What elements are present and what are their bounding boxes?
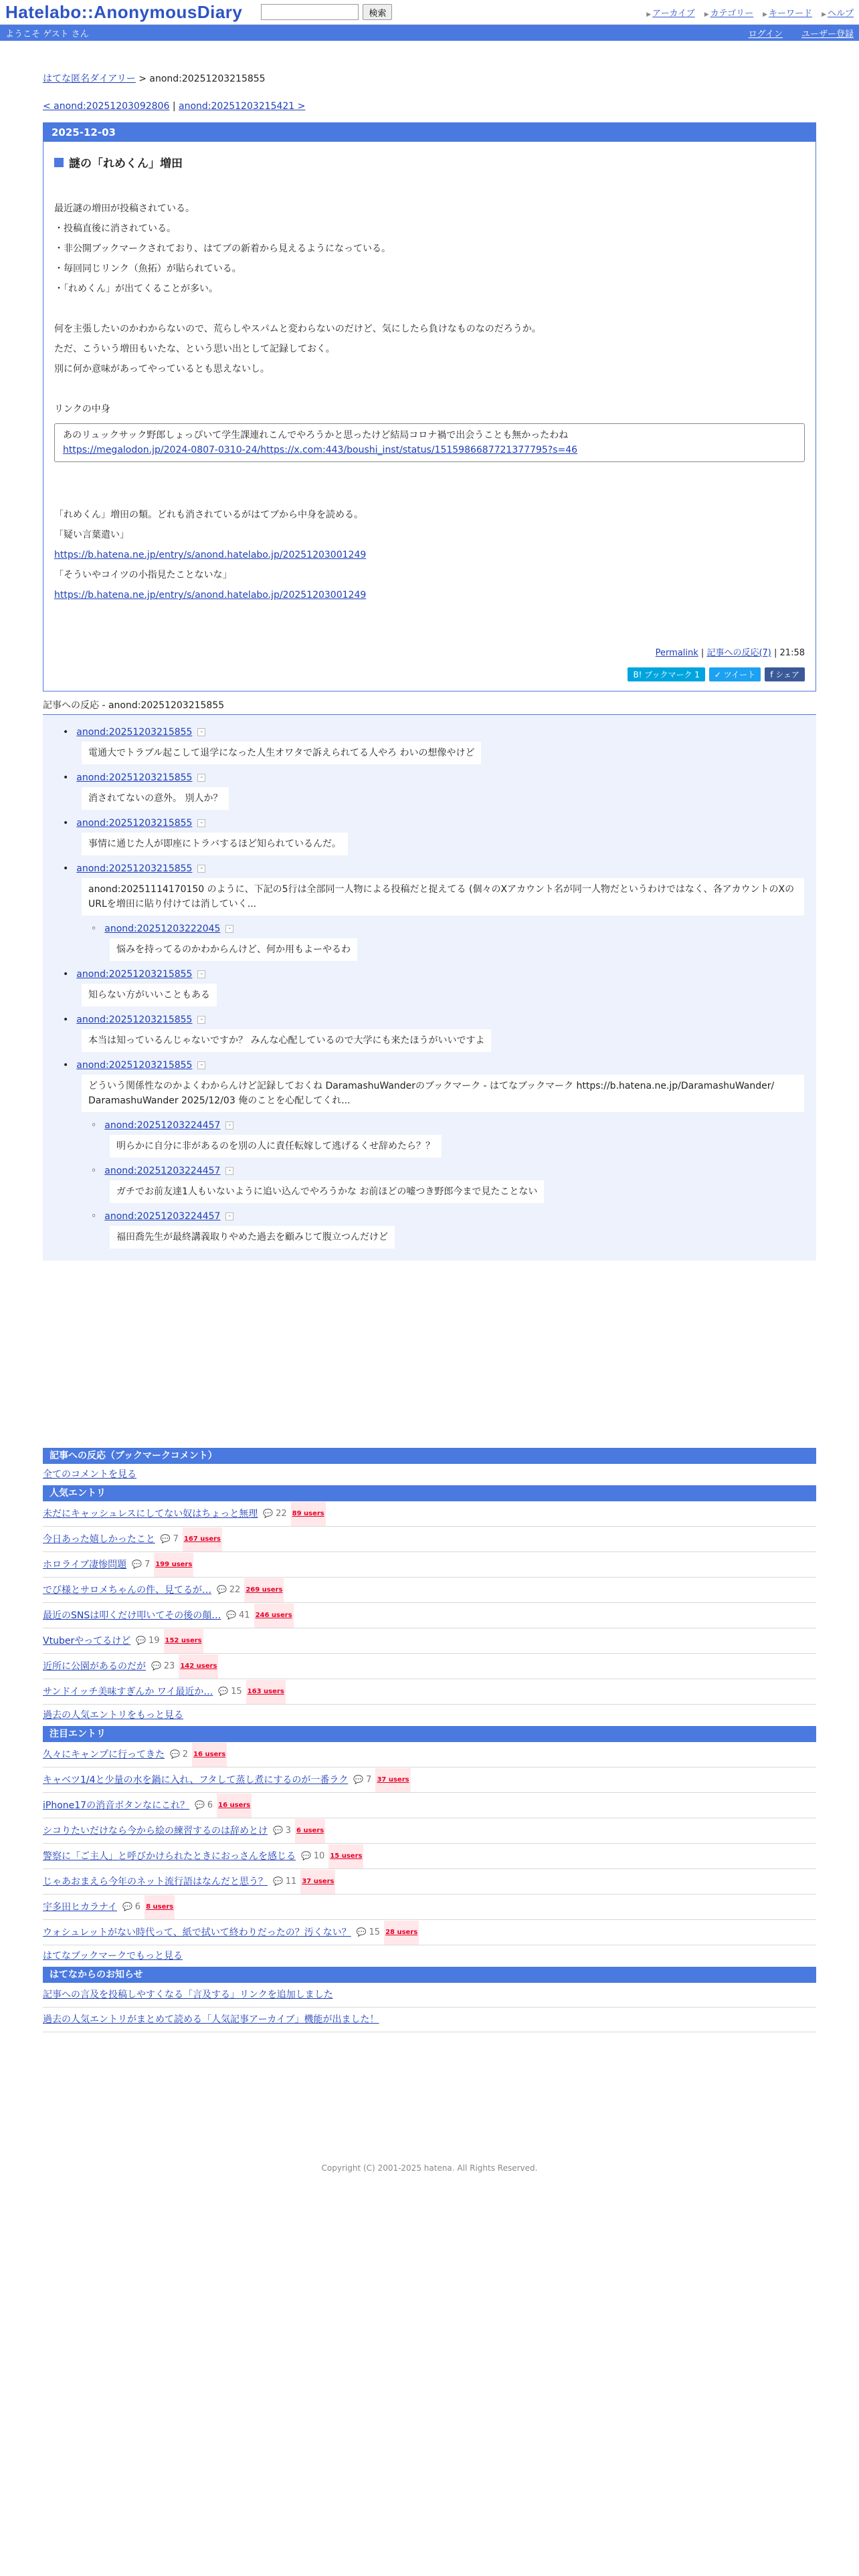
comment-count[interactable] — [195, 1793, 213, 1818]
reactions-list — [43, 715, 816, 1261]
comment-icon: 💬 — [273, 1826, 286, 1835]
breadcrumb — [43, 72, 816, 85]
triangle-icon: ▶ — [763, 11, 768, 18]
entry-title-text: 謎の「れめくん」増田 — [69, 157, 183, 171]
reaction-item — [63, 863, 805, 916]
ad-space — [43, 1261, 816, 1448]
users-badge[interactable]: 246 users — [254, 1604, 294, 1628]
entry-row — [43, 1552, 816, 1578]
users-badge[interactable]: 269 users — [244, 1578, 284, 1602]
entry-row — [43, 1895, 816, 1920]
tweet-label: ツイート — [723, 670, 756, 679]
search-button[interactable]: 検索 — [363, 4, 392, 20]
comment-number: 41 — [239, 1610, 250, 1620]
users-badge[interactable]: 37 users — [300, 1870, 335, 1894]
spacer — [54, 191, 805, 199]
blockquote — [54, 423, 805, 462]
reaction-link[interactable]: ◦ anond:20251203224457 — [104, 1211, 221, 1222]
collapse-icon[interactable]: - — [225, 1121, 233, 1130]
welcome-text: ようこそ ゲスト さん — [5, 29, 89, 39]
register-link[interactable]: ユーザー登録 — [801, 29, 854, 39]
reaction-item — [63, 727, 805, 764]
entry-line: 「そういやコイツの小指見たことないな」 — [54, 570, 232, 580]
prevnext-sep: | — [169, 101, 179, 112]
collapse-icon[interactable]: - — [197, 865, 205, 873]
entry-line: ・毎回同じリンク（魚拓）が貼られている。 — [54, 263, 242, 274]
breadcrumb-sep: > — [135, 74, 150, 84]
popular-more-link[interactable]: 過去の人気エントリをもっと見る — [43, 1710, 183, 1721]
entry-title-link[interactable]: 最近のSNSは叩くだけ叩いてその後の顛… — [43, 1610, 221, 1621]
reaction-meta — [91, 924, 805, 934]
comment-icon: 💬 — [218, 1687, 231, 1696]
triangle-icon: ▶ — [646, 11, 652, 18]
reaction-text: 明らかに自分に非があるのを別の人に責任転嫁して逃げるくせ辞めたら？？ — [110, 1135, 442, 1158]
entry-row — [43, 1628, 816, 1654]
reaction-meta — [63, 818, 805, 829]
reactions-link[interactable]: 記事への反応(7) — [706, 648, 771, 658]
users-badge[interactable]: 199 users — [154, 1553, 193, 1577]
spacer — [54, 466, 805, 505]
reaction-meta — [63, 1014, 805, 1025]
users-badge[interactable]: 152 users — [164, 1629, 203, 1653]
reaction-meta — [63, 727, 805, 738]
entry-title-link[interactable]: 警察に「ご主人」と呼びかけられたときにおっさんを感じる — [43, 1850, 296, 1862]
users-badge[interactable]: 6 users — [295, 1819, 325, 1843]
nav-category-link[interactable]: カテゴリー — [710, 8, 754, 19]
reaction-link[interactable]: ◦ anond:20251203224457 — [104, 1166, 221, 1176]
comment-number: 22 — [276, 1509, 287, 1519]
facebook-icon: f — [770, 670, 776, 679]
entry-row — [43, 1654, 816, 1679]
comment-number: 19 — [148, 1636, 160, 1646]
entry-row — [43, 1527, 816, 1552]
entry-row — [43, 1920, 816, 1945]
collapse-icon[interactable]: - — [197, 1061, 205, 1069]
copyright: Copyright (C) 2001-2025 hatena. All Rights Reserved. — [321, 2163, 538, 2173]
comment-count[interactable] — [122, 1895, 140, 1919]
comment-number: 11 — [285, 1876, 297, 1887]
comment-number: 10 — [313, 1851, 325, 1861]
entry-footer: Permalink | 記事への反応(7) | 21:58 — [655, 648, 805, 658]
entry-row — [43, 1603, 816, 1628]
entry-date: 2025-12-03 — [43, 123, 816, 142]
entry-line: ・「れめくん」が出てくることが多い。 — [54, 284, 218, 294]
reaction-text: 消されてないの意外。 別人か？ — [82, 787, 229, 810]
comment-icon: 💬 — [136, 1636, 149, 1645]
users-badge[interactable]: 163 users — [246, 1680, 286, 1704]
search-input[interactable] — [261, 4, 359, 20]
entry-line: 何を主張したいのかわからないので、荒らしやスパムと変わらないのだけど、気にしたら負けなものなのだろうか。 — [54, 324, 541, 334]
users-badge[interactable]: 15 users — [328, 1844, 363, 1868]
reaction-text: 福田喬先生が最終講義取りやめた過去を顧みじて腹立つんだけど — [110, 1226, 395, 1249]
spacer — [54, 379, 805, 399]
comment-number: 23 — [163, 1661, 175, 1671]
hatena-entry-link[interactable]: https://b.hatena.ne.jp/entry/s/anond.hatelabo.jp/20251203001249 — [54, 550, 367, 560]
hatena-bookmark-button[interactable]: B! ブックマーク 1 — [628, 667, 704, 681]
hot-entries — [43, 1742, 816, 1945]
comment-count[interactable] — [170, 1742, 188, 1767]
entry-row — [43, 1501, 816, 1527]
entry-title-link[interactable]: 近所に公園があるのだが — [43, 1660, 146, 1672]
comment-icon: 💬 — [273, 1876, 286, 1886]
comment-count[interactable] — [273, 1869, 296, 1894]
nav-help[interactable] — [822, 6, 854, 19]
reaction-meta — [91, 1166, 805, 1176]
comment-number: 6 — [207, 1800, 213, 1810]
reaction-text: 本当は知っているんじゃないですか？ みんな心配しているので大学にも来たほうがいいですよ — [82, 1029, 491, 1052]
entry-title-link[interactable]: サンドイッチ美味すぎんか ワイ最近か… — [43, 1686, 213, 1697]
comment-icon: 💬 — [226, 1610, 240, 1620]
entry-line: 「れめくん」増田の類。どれも消されているがはてブから中身を読める。 — [54, 510, 363, 520]
news-item-link[interactable]: 過去の人気エントリがまとめて読める「人気記事アーカイブ」機能が出ました！ — [43, 2014, 379, 2025]
collapse-icon[interactable]: - — [197, 970, 205, 978]
popular-entries — [43, 1501, 816, 1705]
comment-count[interactable] — [226, 1603, 250, 1628]
reaction-item — [91, 1120, 805, 1158]
comment-icon: 💬 — [301, 1851, 314, 1860]
entry-box — [43, 122, 816, 691]
comment-number: 7 — [366, 1775, 372, 1785]
comment-count[interactable] — [273, 1818, 291, 1843]
reaction-meta — [63, 969, 805, 980]
reaction-item — [63, 1014, 805, 1052]
comment-count[interactable] — [263, 1501, 286, 1526]
main-content — [43, 72, 816, 2173]
reaction-link[interactable]: • anond:20251203215855 — [76, 1014, 193, 1025]
reaction-text: 事情に通じた人が即座にトラバするほど知られているんだ。 — [82, 833, 348, 855]
reaction-meta — [63, 863, 805, 874]
reaction-meta — [63, 1060, 805, 1071]
reactions-title: 記事への反応 - anond:20251203215855 — [43, 698, 816, 715]
square-icon — [54, 158, 64, 167]
reaction-item — [91, 924, 805, 961]
reaction-item — [91, 1211, 805, 1249]
news-item-link[interactable]: 記事への言及を投稿しやすくなる「言及する」リンクを追加しました — [43, 1990, 333, 2000]
reaction-text: ガチでお前友達1人もいないように追い込んでやろうかな お前ほどの嘘つき野郎今まで見たことない — [110, 1180, 544, 1203]
users-badge[interactable]: 16 users — [217, 1794, 252, 1818]
top-nav — [646, 6, 854, 19]
users-badge[interactable]: 28 users — [384, 1921, 419, 1945]
comment-icon: 💬 — [160, 1534, 173, 1543]
reaction-link[interactable]: ◦ anond:20251203224457 — [104, 1120, 221, 1131]
reaction-meta — [91, 1120, 805, 1131]
comment-icon: 💬 — [217, 1585, 229, 1594]
entry-row — [43, 1578, 816, 1603]
share-buttons — [54, 667, 805, 681]
hatena-entry-link[interactable]: https://b.hatena.ne.jp/entry/s/anond.hatelabo.jp/20251203001249 — [54, 590, 367, 601]
reaction-item — [91, 1166, 805, 1203]
hot-entries-header: 注目エントリ — [43, 1726, 816, 1742]
reaction-link[interactable]: • anond:20251203215855 — [76, 1060, 193, 1071]
entry-title-link[interactable]: ホロライブ凄惨問題 — [43, 1559, 127, 1570]
entry-row — [43, 1679, 816, 1705]
news-header: はてなからのお知らせ — [43, 1967, 816, 1983]
reaction-text: 悩みを持ってるのかわからんけど、何か用もよーやるわ — [110, 938, 357, 961]
entry-row — [43, 1742, 816, 1767]
collapse-icon[interactable]: - — [197, 1016, 205, 1024]
comment-number: 7 — [173, 1534, 179, 1544]
reaction-text: どういう関係性なのかよくわからんけど記録しておくね DaramashuWanderのブックマーク - はてなブックマーク https://b.hatena.ne.jp/DaramashuWander/ DaramashuWander 2025/12/03 俺のことを心配してくれ... — [82, 1075, 804, 1112]
entry-title-link[interactable]: シコりたいだけなら今から絵の練習するのは辞めとけ — [43, 1825, 268, 1836]
spacer — [54, 171, 805, 191]
site-logo[interactable]: Hatelabo::AnonymousDiary — [5, 1, 243, 22]
entry-body — [43, 142, 816, 691]
entry-line: 別に何か意味があってやっているとも思えないし。 — [54, 364, 270, 374]
comment-number: 7 — [144, 1560, 151, 1570]
all-comments-link[interactable]: 全てのコメントを見る — [43, 1469, 136, 1480]
entry-title-link[interactable]: Vtuberやってるけど — [43, 1635, 131, 1646]
login-link[interactable]: ログイン — [748, 29, 783, 39]
nav-archive-link[interactable]: アーカイブ — [652, 8, 695, 19]
entry-line: ・非公開ブックマークされており、はてブの新着から見えるようになっている。 — [54, 243, 391, 254]
entry-title — [54, 154, 805, 171]
top-header — [0, 0, 859, 25]
comment-icon: 💬 — [170, 1749, 183, 1759]
facebook-share-button[interactable] — [765, 667, 805, 681]
entry-title-link[interactable]: ウォシュレットがない時代って、紙で拭いて終わりだったの？汚くない？ — [43, 1927, 351, 1938]
users-badge[interactable]: 142 users — [179, 1654, 218, 1679]
comment-number: 15 — [231, 1687, 242, 1697]
collapse-icon[interactable]: - — [225, 925, 233, 933]
comment-count[interactable] — [161, 1527, 179, 1551]
comment-number: 2 — [182, 1749, 189, 1759]
entry-row — [43, 1844, 816, 1869]
comment-count[interactable] — [301, 1844, 324, 1868]
quote-text: あのリュックサック野郎しょっぴいて学生課連れこんでやろうかと思ったけど結局コロナ禍で出会うことも無かったわね — [63, 430, 569, 441]
comment-icon: 💬 — [151, 1661, 164, 1671]
comment-count[interactable] — [136, 1628, 159, 1653]
nav-keyword[interactable] — [763, 6, 812, 19]
comment-count[interactable] — [132, 1552, 150, 1577]
entry-title-link[interactable]: 久々にキャンプに行ってきた — [43, 1749, 165, 1760]
permalink[interactable]: Permalink — [655, 648, 698, 658]
users-badge[interactable]: 16 users — [192, 1743, 227, 1767]
entry-title-link[interactable]: じゃあおまえら今年のネット流行語はなんだと思う？ — [43, 1876, 268, 1887]
reaction-meta — [91, 1211, 805, 1222]
collapse-icon[interactable]: - — [225, 1212, 233, 1220]
comment-number: 22 — [229, 1585, 241, 1595]
reaction-link[interactable]: • anond:20251203215855 — [76, 772, 193, 783]
entry-row — [43, 1767, 816, 1793]
reaction-item — [63, 1060, 805, 1112]
entry-title-link[interactable]: 未だにキャッシュレスにしてない奴はちょっと無理 — [43, 1508, 258, 1519]
comment-number: 3 — [285, 1826, 292, 1836]
entry-line: 「疑い言葉遣い」 — [54, 530, 129, 540]
spacer — [54, 299, 805, 319]
nav-help-link[interactable]: ヘルプ — [827, 8, 854, 19]
users-badge[interactable]: 37 users — [375, 1768, 410, 1792]
reaction-item — [63, 772, 805, 810]
entry-row — [43, 1818, 816, 1844]
entry-title-link[interactable]: 宇多田ヒカラナイ — [43, 1901, 118, 1913]
comment-number: 15 — [369, 1927, 381, 1937]
reaction-link[interactable]: • anond:20251203215855 — [76, 863, 193, 874]
prev-entry-link[interactable]: < anond:20251203092806 — [43, 101, 170, 112]
entry-line: ・投稿直後に消されている。 — [54, 223, 176, 234]
triangle-icon: ▶ — [704, 11, 709, 18]
breadcrumb-home[interactable]: はてな匿名ダイアリー — [43, 74, 136, 84]
comment-icon: 💬 — [356, 1927, 369, 1937]
entry-time: 21:58 — [779, 648, 805, 658]
entry-line: ただ、こういう増田もいたな、という思い出として記録しておく。 — [54, 344, 335, 354]
comment-count[interactable] — [357, 1920, 380, 1945]
next-entry-link[interactable]: anond:20251203215421 > — [179, 101, 306, 112]
collapse-icon[interactable]: - — [197, 819, 205, 827]
entry-line: リンクの中身 — [54, 404, 110, 415]
collapse-icon[interactable]: - — [225, 1167, 233, 1175]
popular-entries-header: 人気エントリ — [43, 1485, 816, 1501]
comment-icon: 💬 — [122, 1902, 135, 1911]
entry-title-link[interactable]: 今日あった嬉しかったこと — [43, 1533, 155, 1545]
reaction-item — [63, 969, 805, 1006]
users-badge[interactable]: 8 users — [145, 1895, 175, 1919]
reaction-text: 知らない方がいいこともある — [82, 984, 217, 1006]
users-badge[interactable]: 89 users — [291, 1502, 326, 1526]
reaction-meta — [63, 772, 805, 783]
collapse-icon[interactable]: - — [197, 728, 205, 736]
comment-count[interactable] — [353, 1767, 371, 1792]
hot-more-link[interactable]: はてなブックマークでもっと見る — [43, 1951, 183, 1961]
breadcrumb-current: anond:20251203215855 — [149, 74, 266, 84]
comment-icon: 💬 — [195, 1800, 207, 1810]
reaction-link[interactable]: • anond:20251203215855 — [76, 727, 193, 738]
facebook-label: シェア — [775, 670, 799, 679]
entry-title-link[interactable]: キャベツ1/4と少量の水を鍋に入れ、フタして蒸し煮にするのが一番ラク — [43, 1774, 349, 1786]
entry-row — [43, 1869, 816, 1895]
prev-next-nav — [43, 101, 816, 112]
comment-icon: 💬 — [353, 1775, 367, 1784]
entry-title-link[interactable]: iPhone17の消音ボタンなにこれ？ — [43, 1800, 190, 1811]
tweet-button[interactable] — [709, 667, 761, 681]
quote-link[interactable]: https://megalodon.jp/2024-0807-0310-24/https://x.com:443/boushi_inst/status/1515986687721377795?s=46 — [63, 445, 578, 455]
comment-number: 6 — [134, 1902, 141, 1912]
users-badge[interactable]: 167 users — [183, 1527, 222, 1551]
reaction-item — [63, 818, 805, 855]
reaction-link[interactable]: • anond:20251203215855 — [76, 818, 193, 829]
comment-icon: 💬 — [263, 1509, 276, 1518]
reaction-text: 電通大でトラブル起こして退学になった人生オワタで訴えられてる人やろ わいの想像やけど — [82, 742, 481, 764]
comment-count[interactable] — [217, 1578, 240, 1602]
triangle-icon: ▶ — [822, 11, 826, 18]
reaction-link[interactable]: • anond:20251203215855 — [76, 969, 193, 980]
nav-archive[interactable] — [646, 6, 695, 19]
user-bar — [0, 25, 859, 41]
bookmark-comments-header: 記事への反応（ブックマークコメント） — [43, 1448, 816, 1464]
comment-count[interactable] — [218, 1679, 242, 1704]
entry-line: 最近謎の増田が投稿されている。 — [54, 203, 195, 214]
entry-title-link[interactable]: でび様とサロメちゃんの件、見てるが… — [43, 1584, 211, 1596]
comment-count[interactable] — [151, 1654, 175, 1679]
nav-category[interactable] — [704, 6, 753, 19]
reaction-link[interactable]: ◦ anond:20251203222045 — [104, 924, 221, 934]
nav-keyword-link[interactable]: キーワード — [769, 8, 813, 19]
twitter-icon: ✓ — [714, 670, 724, 679]
reaction-text: anond:20251114170150 のように、下記の5行は全部同一人物による投稿だと捉えてる (個々のXアカウント名が同一人物だというわけではなく、各アカウントのXのURLを増田に貼り付けては消していく... — [82, 878, 804, 916]
collapse-icon[interactable]: - — [197, 774, 205, 782]
entry-row — [43, 1793, 816, 1818]
comment-icon: 💬 — [132, 1560, 145, 1569]
